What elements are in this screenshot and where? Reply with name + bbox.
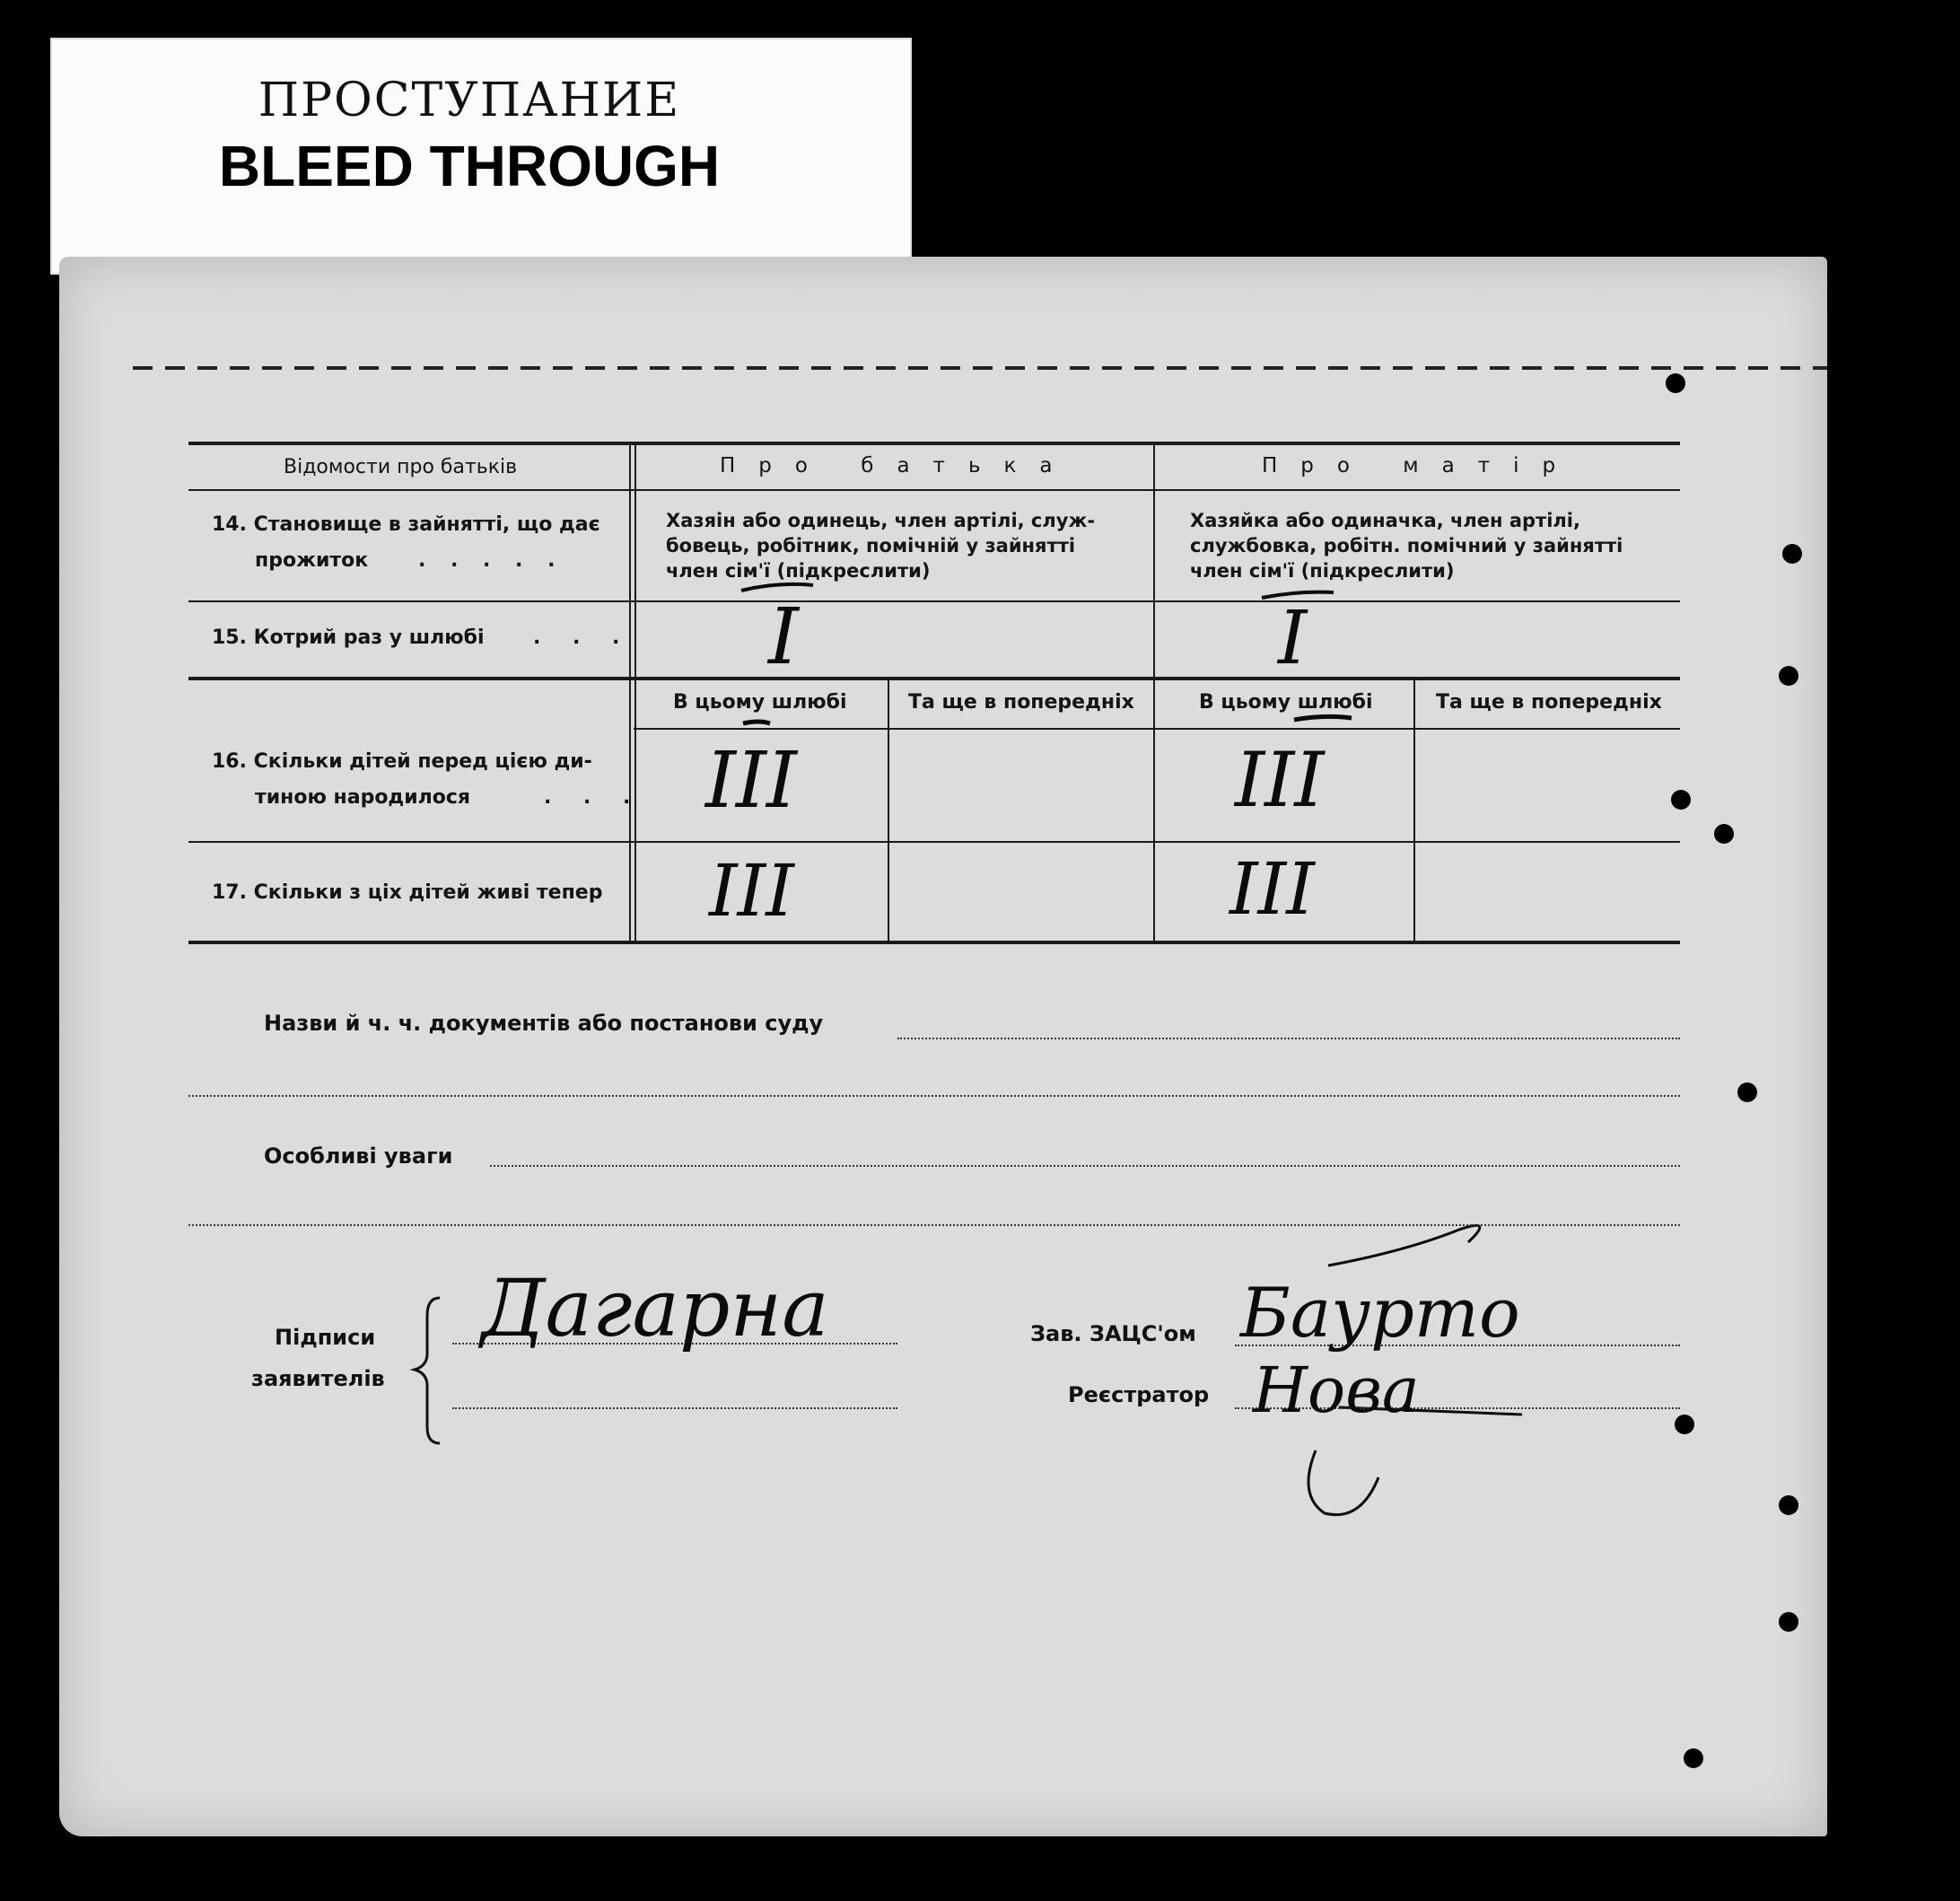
- row15-dots: . . .: [533, 626, 633, 649]
- subheader-father-this-marriage: В цьому шлюбі: [673, 691, 847, 714]
- header-about-father: Про батька: [720, 454, 1076, 477]
- row14-mother-text: Хазяйка або одиначка, член артілі, службовка, робітн. помічний у зайнятті член сім'ї (підкреслити): [1190, 510, 1623, 582]
- binding-hole: [1671, 790, 1691, 810]
- row14-label-cont: прожиток: [255, 549, 369, 572]
- remarks-label: Особливі уваги: [264, 1143, 453, 1169]
- documents-fill-line-2: [188, 1095, 1680, 1097]
- applicant-signature-line-2: [452, 1407, 897, 1409]
- row16-label: 16. Скільки дітей перед цією ди-: [212, 750, 592, 773]
- row16-label-cont: тиною народилося: [255, 786, 471, 809]
- head-registry-label: Зав. ЗАЦС'ом: [1030, 1321, 1196, 1346]
- row17-label: 17. Скільки з ціх дітей живі тепер: [212, 881, 603, 904]
- remarks-fill-line-2: [188, 1224, 1680, 1226]
- header-about-mother: Про матір: [1262, 454, 1579, 477]
- row16-father-this: III: [705, 736, 797, 826]
- subheader-mother-previous: Та ще в попередніх: [1436, 691, 1662, 714]
- applicants-label: Підписи: [275, 1325, 376, 1350]
- registrar-label: Реєстратор: [1068, 1382, 1210, 1407]
- row14-dots: . . . . .: [418, 549, 564, 572]
- row16-mother-this: III: [1235, 736, 1325, 824]
- row15-label: 15. Котрий раз у шлюбі: [212, 626, 485, 649]
- row15-father-value: I: [768, 592, 799, 682]
- binding-hole: [1782, 544, 1802, 564]
- binding-hole: [1779, 1612, 1798, 1632]
- binding-hole: [1779, 1495, 1798, 1515]
- row16-dots: . . .: [544, 786, 643, 809]
- binding-hole: [1714, 824, 1734, 844]
- documents-label: Назви й ч. ч. документів або постанови суду: [264, 1011, 824, 1036]
- row14-father-text: Хазяін або одинець, член артілі, служ-бовець, робітник, помічній у зайнятті член сім'ї (підкреслити): [666, 510, 1096, 582]
- form-grid-lines: [59, 257, 1827, 1836]
- subheader-father-previous: Та ще в попередніх: [908, 691, 1134, 714]
- documents-fill-line: [897, 1038, 1680, 1039]
- row15-mother-value: I: [1278, 596, 1308, 681]
- applicants-label-cont: заявителів: [251, 1366, 385, 1391]
- remarks-fill-line: [490, 1165, 1680, 1167]
- binding-hole: [1684, 1748, 1703, 1768]
- bleed-through-label: [50, 38, 912, 275]
- binding-hole: [1737, 1082, 1757, 1102]
- applicant-signature: Дагарна: [481, 1262, 829, 1354]
- binding-hole: [1779, 666, 1798, 686]
- header-parents-info: Відомости про батьків: [284, 456, 518, 478]
- subheader-mother-this-marriage: В цьому шлюбі: [1199, 691, 1373, 714]
- row17-mother-this: III: [1229, 847, 1315, 931]
- row17-father-this: III: [709, 849, 794, 933]
- row14-label: 14. Становище в зайнятті, що дає: [212, 513, 600, 536]
- binding-hole: [1675, 1415, 1694, 1434]
- head-signature: Баурто: [1240, 1273, 1520, 1353]
- binding-hole: [1666, 373, 1685, 393]
- document-page: [59, 257, 1827, 1836]
- registrar-signature: Нова: [1253, 1353, 1420, 1427]
- label-english: BLEED THROUGH: [218, 134, 721, 198]
- label-russian: ПРОСТУПАНИЕ: [258, 74, 681, 127]
